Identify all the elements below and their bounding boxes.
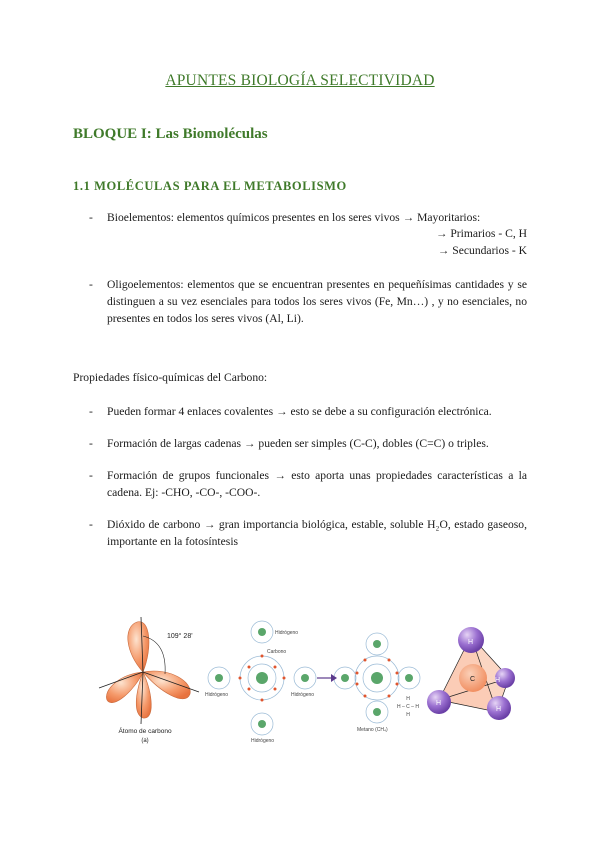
- bullet-bioelementos: [89, 209, 527, 226]
- formula-line: H – C – H: [397, 704, 419, 710]
- carbon-item: - Pueden formar 4 enlaces covalentes → esto se debe a su configuración electrónica.: [89, 405, 492, 418]
- carbon-item: - Formación de largas cadenas → pueden ser simples (C-C), dobles (C=C) o triples.: [89, 437, 489, 450]
- carbon-heading: Propiedades físico-químicas del Carbono:: [73, 371, 268, 384]
- carbon-item-text: Formación de grupos funcionales → esto aporta unas propiedades características a la cadena. Ej: -CHO, -CO-, -COO-.: [107, 469, 527, 499]
- bullet-text: Oligoelementos: elementos que se encuentran presentes en pequeñísimas cantidades y se distinguen a su vez esenciales para todos los seres vivos (Fe, Mn…) , y no esenciales, no presentes en todos los seres vivos (Al, Li).: [107, 278, 527, 325]
- carbon-item-text: Pueden formar 4 enlaces covalentes → esto se debe a su configuración electrónica.: [107, 405, 492, 418]
- carbon-atom-figure: [95, 612, 210, 747]
- bullet-dash: -: [89, 278, 93, 291]
- atom-caption-sub: (a): [141, 738, 149, 744]
- bullet-dash: -: [89, 211, 93, 224]
- section-heading: 1.1 MOLÉCULAS PARA EL METABOLISMO: [73, 179, 347, 193]
- angle-label: 109° 28': [167, 633, 193, 640]
- h-symbol: H: [495, 677, 501, 684]
- hydrogen-label: Hidrógeno: [275, 630, 299, 636]
- methane-model-figure: [425, 622, 520, 727]
- hydrogen-label: Hidrógeno: [205, 692, 229, 698]
- methane-label: Metano (CH₄): [357, 727, 388, 733]
- h-symbol: H: [468, 639, 474, 646]
- block-heading: BLOQUE I: Las Biomoléculas: [73, 126, 268, 142]
- formula-line: H: [406, 696, 410, 702]
- hydrogen-label: Hidrógeno: [291, 692, 315, 698]
- page-title: APUNTES BIOLOGÍA SELECTIVIDAD: [165, 72, 435, 89]
- carbon-item-text: Dióxido de carbono → gran importancia biológica, estable, soluble H₂O, estado gaseoso, importante en la fotosíntesis: [107, 518, 527, 548]
- carbon-item-text: Formación de largas cadenas → pueden ser simples (C-C), dobles (C=C) o triples.: [107, 437, 489, 450]
- atom-caption: Átomo de carbono: [118, 728, 172, 735]
- bullet-oligoelementos: [89, 276, 527, 327]
- carbon-label: Carbono: [267, 649, 287, 655]
- sub-item-primarios: → Primarios - C, H: [435, 227, 527, 240]
- h-symbol: H: [436, 700, 442, 707]
- c-symbol: C: [470, 676, 476, 683]
- carbon-item: - Dióxido de carbono → gran importancia biológica, estable, soluble H₂O, estado gaseoso, importante en la fotosíntesis: [89, 518, 527, 548]
- carbon-item: - Formación de grupos funcionales → esto aporta unas propiedades características a la cadena. Ej: -CHO, -CO-, -COO-.: [89, 469, 527, 499]
- electron-shell-figure: [205, 618, 430, 748]
- formula-line: H: [406, 712, 410, 718]
- hydrogen-label: Hidrógeno: [251, 738, 275, 744]
- sub-item-secundarios: → Secundarios - K: [437, 244, 527, 257]
- h-symbol: H: [496, 706, 502, 713]
- bullet-text: Bioelementos: elementos químicos presentes en los seres vivos → Mayoritarios:: [107, 211, 481, 224]
